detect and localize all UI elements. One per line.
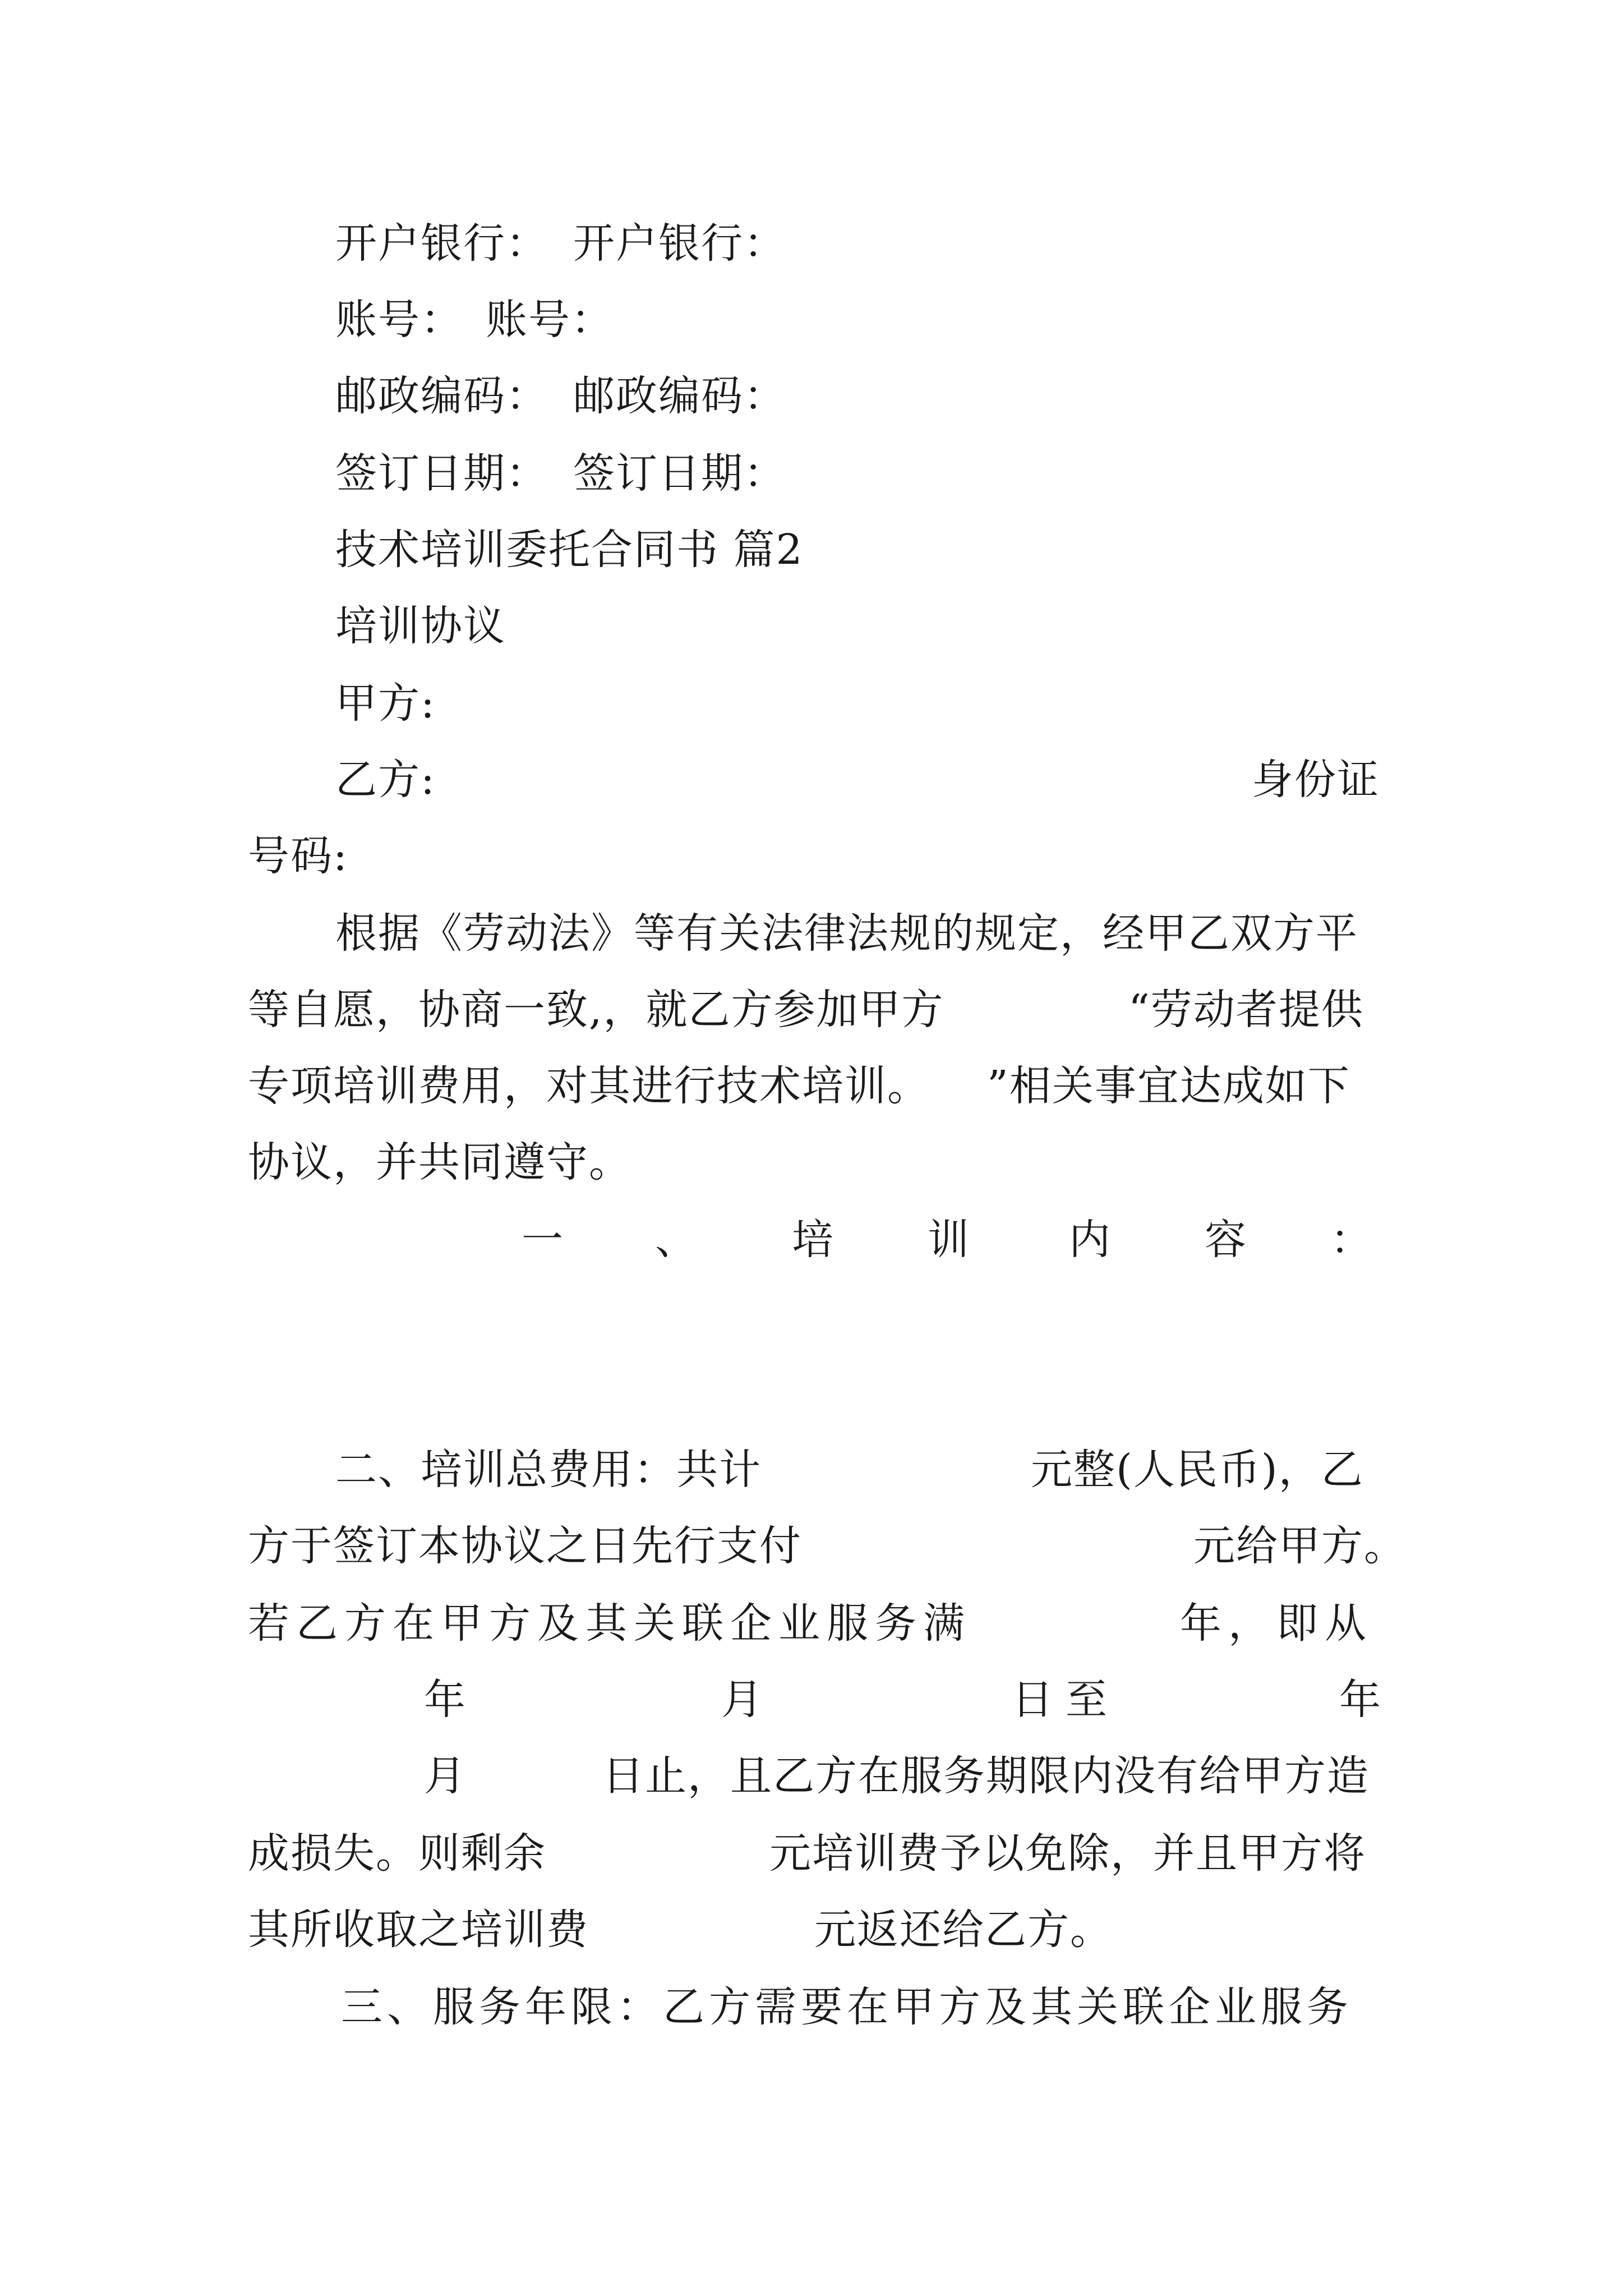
id-number-label-wrap: 号码: xyxy=(248,832,348,880)
section-2-day-label: 日至 xyxy=(1012,1676,1119,1724)
section-2-month-label: 月 xyxy=(424,1752,467,1800)
intro-line-1: 根据《劳动法》等有关法律法规的规定，经甲乙双方平 xyxy=(335,909,1358,958)
account-label-party-b: 账号： xyxy=(486,296,614,344)
section-1-char: 内 xyxy=(1069,1216,1112,1264)
section-1-char: 容 xyxy=(1205,1216,1247,1264)
section-2-line-6b: 元培训费予以免除，并且甲方将 xyxy=(769,1829,1366,1878)
party-b-label: 乙方: xyxy=(335,756,436,804)
section-3-line-1: 三、服务年限：乙方需要在甲方及其关联企业服务 xyxy=(341,1983,1353,2031)
section-2-year-label: 年 xyxy=(424,1676,467,1724)
section-2-line-6a: 成损失。则剩余 xyxy=(248,1829,546,1878)
party-a-label: 甲方: xyxy=(335,679,436,728)
account-label-party-a: 账号： xyxy=(335,296,463,344)
section-1-char: 培 xyxy=(792,1216,834,1264)
intro-line-2a: 等自愿，协商一致,，就乙方参加甲方 xyxy=(248,986,944,1034)
postcode-label-party-a: 邮政编码： xyxy=(335,372,548,420)
section-1-char: 一 xyxy=(522,1216,564,1264)
section-1-char: 训 xyxy=(928,1216,970,1264)
section-2-month-label: 月 xyxy=(721,1676,764,1724)
section-2-line-1a: 二、培训总费用：共计 xyxy=(335,1446,762,1494)
intro-line-2b: “劳动者提供 xyxy=(1128,986,1364,1034)
section-2-line-2b: 元给甲方。 xyxy=(1193,1522,1407,1570)
section-1-char: ： xyxy=(1330,1216,1373,1264)
agreement-title: 培训协议 xyxy=(335,602,506,650)
id-number-label: 身份证 xyxy=(1252,756,1380,804)
bank-label-party-a: 开户银行： xyxy=(335,219,548,268)
section-heading: 技术培训委托合同书 篇2 xyxy=(335,526,804,574)
section-2-line-2a: 方于签订本协议之日先行支付 xyxy=(248,1522,802,1570)
intro-line-4: 协议，并共同遵守。 xyxy=(248,1138,631,1186)
section-1-char: 、 xyxy=(655,1216,698,1264)
section-2-year-label: 年 xyxy=(1339,1676,1382,1724)
sign-date-label-party-a: 签订日期： xyxy=(335,449,548,498)
postcode-label-party-b: 邮政编码： xyxy=(573,372,786,420)
section-2-line-7b: 元返还给乙方。 xyxy=(814,1906,1113,1954)
intro-line-3a: 专项培训费用，对其进行技术培训。 xyxy=(248,1062,930,1110)
bank-label-party-b: 开户银行： xyxy=(573,219,786,268)
section-2-line-1b: 元整(人民币)，乙 xyxy=(1031,1446,1364,1494)
section-2-line-5: 日止，且乙方在服务期限内没有给甲方造 xyxy=(602,1752,1370,1800)
section-2-line-3a: 若乙方在甲方及其关联企业服务满 xyxy=(248,1599,971,1648)
section-2-line-7a: 其所收取之培训费 xyxy=(248,1906,589,1954)
sign-date-label-party-b: 签订日期： xyxy=(573,449,786,498)
section-2-line-3b: 年，即从 xyxy=(1180,1599,1373,1648)
intro-line-3b: ”相关事宜达成如下 xyxy=(987,1062,1350,1110)
